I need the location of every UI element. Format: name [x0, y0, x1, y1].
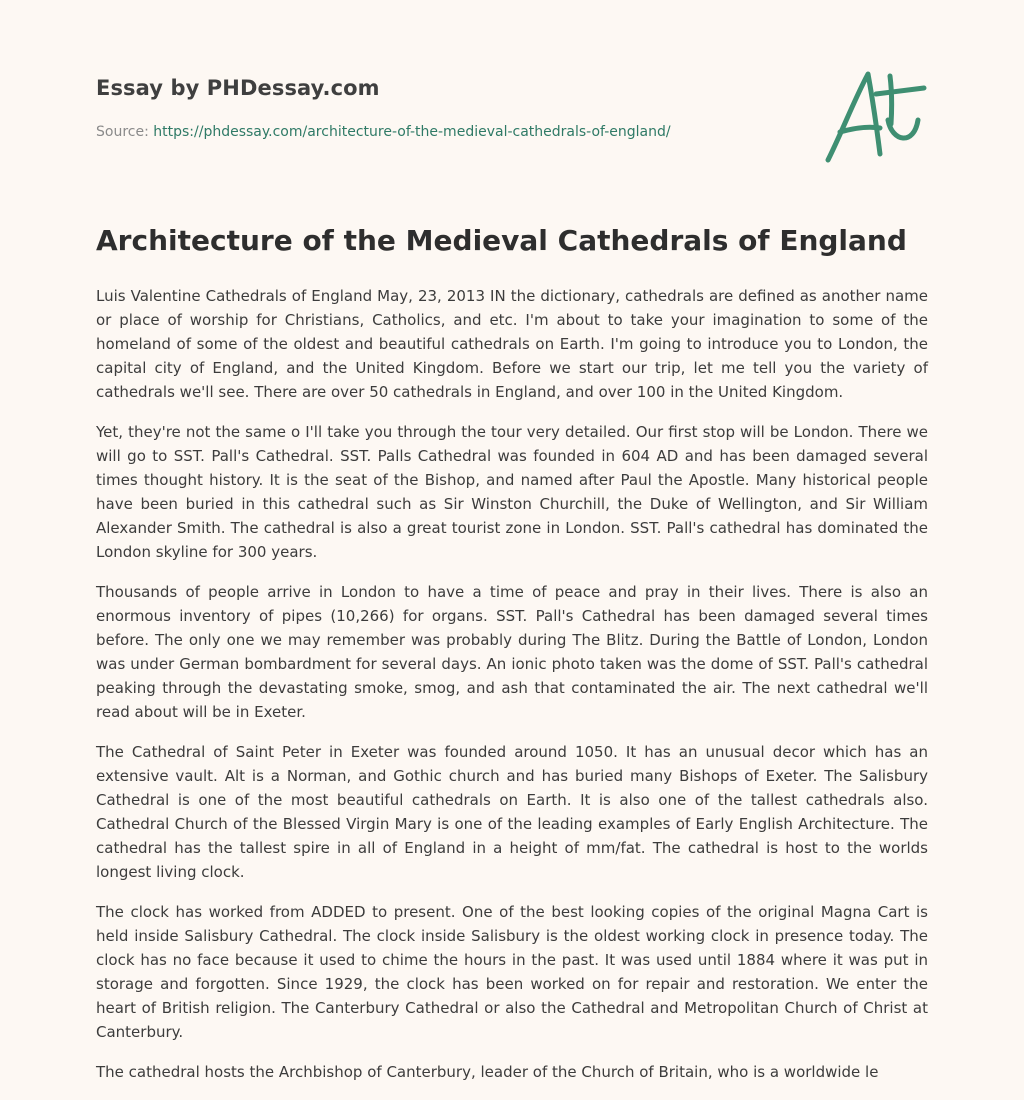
essay-paragraph: The Cathedral of Saint Peter in Exeter was founded around 1050. It has an unusual decor which has an extensive vault. Alt is a Norman, and Gothic church and has buried many Bishops of Exeter. The Salisbury Cathedral is one of the most beautiful cathedrals on Earth. It is also one of the tallest cathedrals also. Cathedral Church of the Blessed Virgin Mary is one of the leading examples of Early English Architecture. The cathedral has the tallest spire in all of England in a height of mm/fat. The cathedral is host to the worlds longest living clock.: [96, 743, 928, 881]
source-label: Source:: [96, 124, 154, 140]
essay-paragraph: The cathedral hosts the Archbishop of Canterbury, leader of the Church of Britain, who is a worldwide le: [96, 1063, 879, 1081]
source-link[interactable]: https://phdessay.com/architecture-of-the-medieval-cathedrals-of-england/: [153, 124, 671, 140]
site-brand: Essay by PHDessay.com: [96, 76, 380, 100]
essay-title: Architecture of the Medieval Cathedrals of England: [96, 224, 907, 257]
essay-paragraph: Luis Valentine Cathedrals of England May, 23, 2013 IN the dictionary, cathedrals are defined as another name or place of worship for Christians, Catholics, and etc. I'm about to take your imagination to some of the homeland of some of the oldest and beautiful cathedrals on Earth. I'm going to introduce you to London, the capital city of England, and the United Kingdom. Before we start our trip, let me tell you the variety of cathedrals we'll see. There are over 50 cathedrals in England, and over 100 in the United Kingdom.: [96, 287, 928, 401]
essay-body: [96, 284, 928, 1100]
essay-paragraph: Yet, they're not the same o I'll take you through the tour very detailed. Our first stop will be London. There we will go to SST. Pall's Cathedral. SST. Palls Cathedral was founded in 604 AD and has been damaged several times thought history. It is the seat of the Bishop, and named after Paul the Apostle. Many historical people have been buried in this cathedral such as Sir Winston Churchill, the Duke of Wellington, and Sir William Alexander Smith. The cathedral is also a great tourist zone in London. SST. Pall's cathedral has dominated the London skyline for 300 years.: [96, 423, 928, 561]
a-plus-logo-icon: [818, 62, 934, 172]
essay-paragraph: Thousands of people arrive in London to have a time of peace and pray in their lives. There is also an enormous inventory of pipes (10,266) for organs. SST. Pall's Cathedral has been damaged several times before. The only one we may remember was probably during The Blitz. During the Battle of London, London was under German bombardment for several days. An ionic photo taken was the dome of SST. Pall's cathedral peaking through the devastating smoke, smog, and ash that contaminated the air. The next cathedral we'll read about will be in Exeter.: [96, 583, 928, 721]
essay-paragraph: The clock has worked from ADDED to present. One of the best looking copies of the original Magna Cart is held inside Salisbury Cathedral. The clock inside Salisbury is the oldest working clock in presence today. The clock has no face because it used to chime the hours in the past. It was used until 1884 where it was put in storage and forgotten. Since 1929, the clock has been worked on for repair and restoration. We enter the heart of British religion. The Canterbury Cathedral or also the Cathedral and Metropolitan Church of Christ at Canterbury.: [96, 903, 928, 1041]
source-line: [96, 124, 671, 140]
